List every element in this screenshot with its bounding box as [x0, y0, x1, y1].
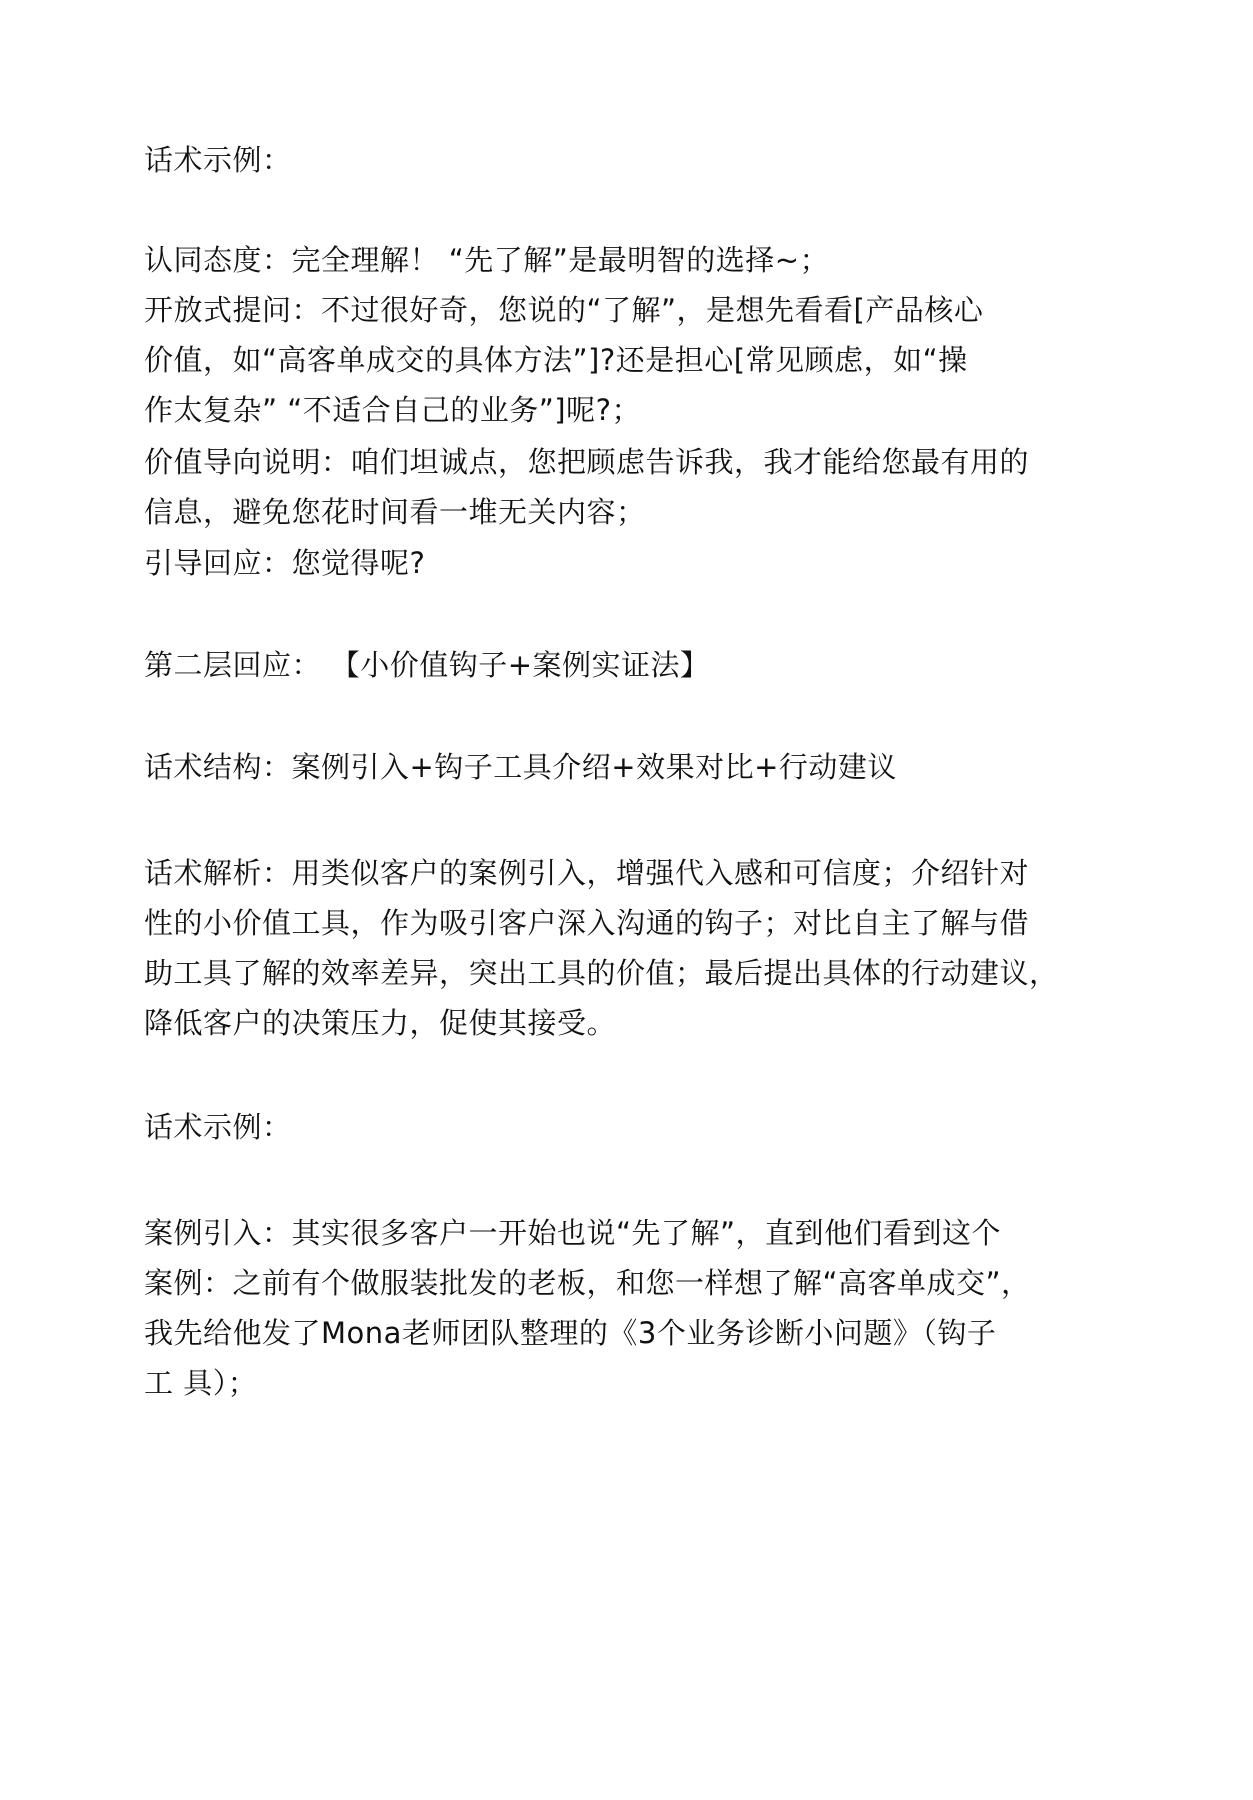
paragraph-line: 案例引入：其实很多客户一开始也说“先了解”，直到他们看到这个 — [144, 1216, 1002, 1250]
paragraph-line: 价值导向说明：咱们坦诚点，您把顾虑告诉我，我才能给您最有用的 — [144, 445, 1030, 479]
paragraph-line: 引导回应：您觉得呢? — [144, 546, 426, 580]
paragraph-line: 认同态度：完全理解！ “先了解”是最明智的选择~； — [144, 243, 830, 277]
paragraph-line: 开放式提问：不过很好奇，您说的“了解”，是想先看看[产品核心 — [144, 293, 984, 327]
section1-heading: 话术示例： — [144, 143, 292, 177]
structure-line: 话术结构：案例引入+钩子工具介绍+效果对比+行动建议 — [144, 750, 897, 784]
analysis-line: 降低客户的决策压力，促使其接受。 — [144, 1006, 617, 1040]
paragraph-line: 价值，如“高客单成交的具体方法”]?还是担心[常见顾虑，如“操 — [144, 343, 968, 377]
paragraph-line: 工 具）； — [144, 1366, 258, 1400]
paragraph-line: 作太复杂” “不适合自己的业务”]呢?； — [144, 393, 641, 427]
section2-heading: 话术示例： — [144, 1110, 292, 1144]
paragraph-line: 我先给他发了Mona老师团队整理的《3个业务诊断小问题》（钩子 — [144, 1316, 997, 1350]
layer2-title: 第二层回应： 【小价值钩子+案例实证法】 — [144, 648, 710, 682]
analysis-line: 助工具了解的效率差异，突出工具的价值；最后提出具体的行动建议， — [144, 956, 1059, 990]
paragraph-line: 信息，避免您花时间看一堆无关内容； — [144, 495, 646, 529]
analysis-line: 话术解析：用类似客户的案例引入，增强代入感和可信度；介绍针对 — [144, 856, 1030, 890]
analysis-line: 性的小价值工具，作为吸引客户深入沟通的钩子；对比自主了解与借 — [144, 906, 1030, 940]
paragraph-line: 案例：之前有个做服装批发的老板，和您一样想了解“高客单成交”， — [144, 1266, 1031, 1300]
